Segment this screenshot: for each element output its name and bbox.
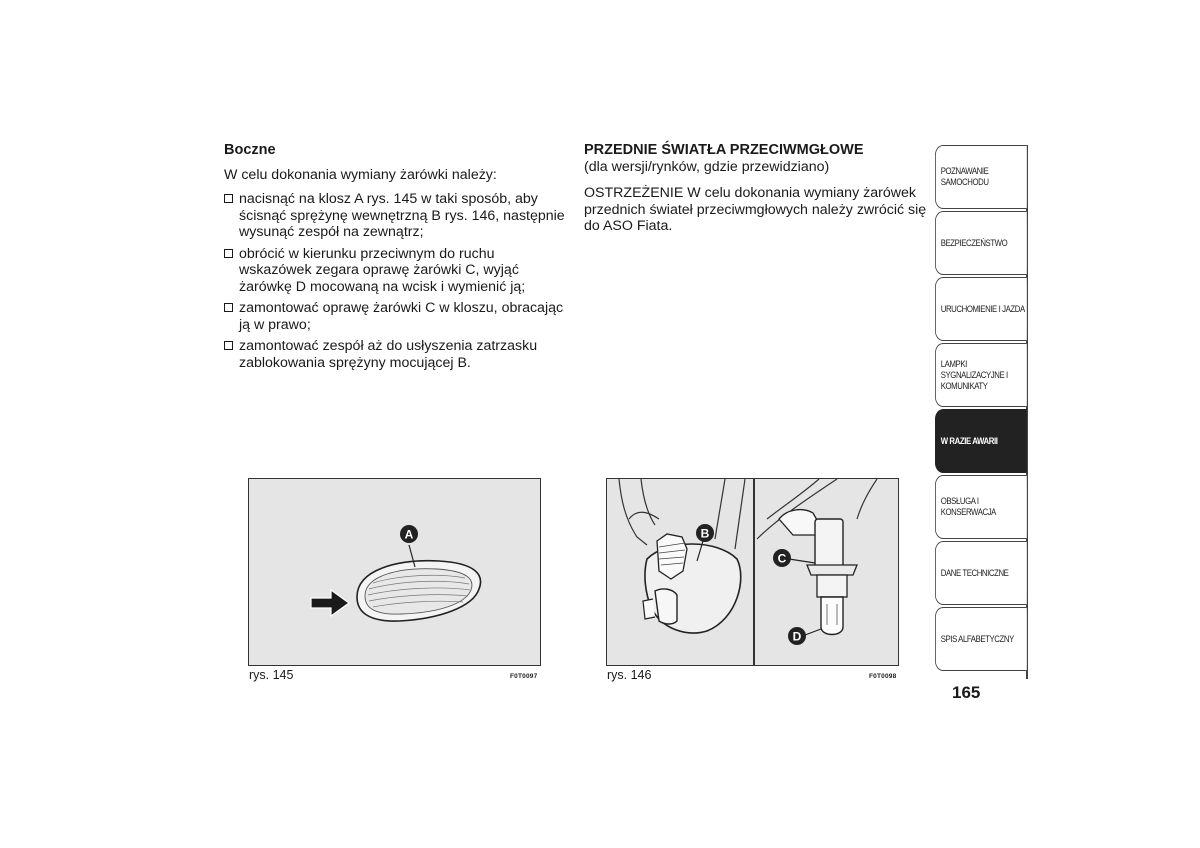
figure-145-code: F0T0097 (510, 673, 538, 680)
instruction-list (224, 191, 569, 371)
figure-146-caption: rys. 146 (607, 668, 652, 682)
checkbox-bullet-icon (224, 303, 233, 312)
checkbox-bullet-icon (224, 249, 233, 258)
versions-note: (dla wersji/rynków, gdzie przewidziano) (584, 158, 830, 175)
fog-light-illustration (607, 479, 900, 667)
figure-145-caption: rys. 145 (249, 668, 294, 682)
list-item: zamontować oprawę żarówki C w kloszu, obracając ją w prawo; (224, 300, 569, 333)
warning-text: OSTRZEŻENIE W celu dokonania wymiany żarówek przednich świateł przeciwmgłowych należy zwrócić się do ASO Fiata. (584, 185, 927, 234)
checkbox-bullet-icon (224, 341, 233, 350)
checkbox-bullet-icon (224, 194, 233, 203)
tab-w-razie-awarii[interactable]: W RAZIE AWARII (935, 409, 1027, 473)
left-column (224, 142, 569, 376)
section-heading-boczne: Boczne (224, 142, 276, 158)
chapter-tabs (935, 145, 1027, 673)
section-heading-fog-lights: PRZEDNIE ŚWIATŁA PRZECIWMGŁOWE (584, 142, 864, 158)
figure-146 (606, 478, 899, 666)
callout-label-d: D (792, 629, 802, 644)
callout-label-a: A (404, 527, 414, 542)
side-marker-illustration (249, 479, 542, 667)
tab-obsluga-i-konserwacja[interactable]: OBSŁUGA I KONSERWACJA (935, 475, 1027, 539)
list-item: nacisnąć na klosz A rys. 145 w taki sposób, aby ścisnąć sprężynę wewnętrzną B rys. 146, następnie wysunąć zespół na zewnątrz; (224, 191, 569, 241)
page-number: 165 (952, 683, 981, 702)
list-item: obrócić w kierunku przeciwnym do ruchu wskazówek zegara oprawę żarówki C, wyjąć żarówkę D mocowaną na wcisk i wymienić ją; (224, 246, 569, 296)
figure-145 (248, 478, 541, 666)
tab-uruchomienie-i-jazda[interactable]: URUCHOMIENIE I JAZDA (935, 277, 1027, 341)
right-column (584, 142, 929, 243)
tab-dane-techniczne[interactable]: DANE TECHNICZNE (935, 541, 1027, 605)
callout-label-c: C (777, 551, 787, 566)
list-item: zamontować zespół aż do usłyszenia zatrzasku zablokowania sprężyny mocującej B. (224, 338, 569, 371)
intro-text: W celu dokonania wymiany żarówki należy: (224, 166, 497, 183)
tab-bezpieczenstwo[interactable]: BEZPIECZEŃSTWO (935, 211, 1027, 275)
callout-label-b: B (700, 526, 710, 541)
tab-spis-alfabetyczny[interactable]: SPIS ALFABETYCZNY (935, 607, 1027, 671)
figure-146-code: F0T0098 (869, 673, 897, 680)
push-arrow-icon (311, 590, 349, 616)
tab-poznawanie-samochodu[interactable]: POZNAWANIE SAMOCHODU (935, 145, 1027, 209)
tab-lampki-sygnalizacyjne[interactable]: LAMPKI SYGNALIZACYJNE I KOMUNIKATY (935, 343, 1027, 407)
